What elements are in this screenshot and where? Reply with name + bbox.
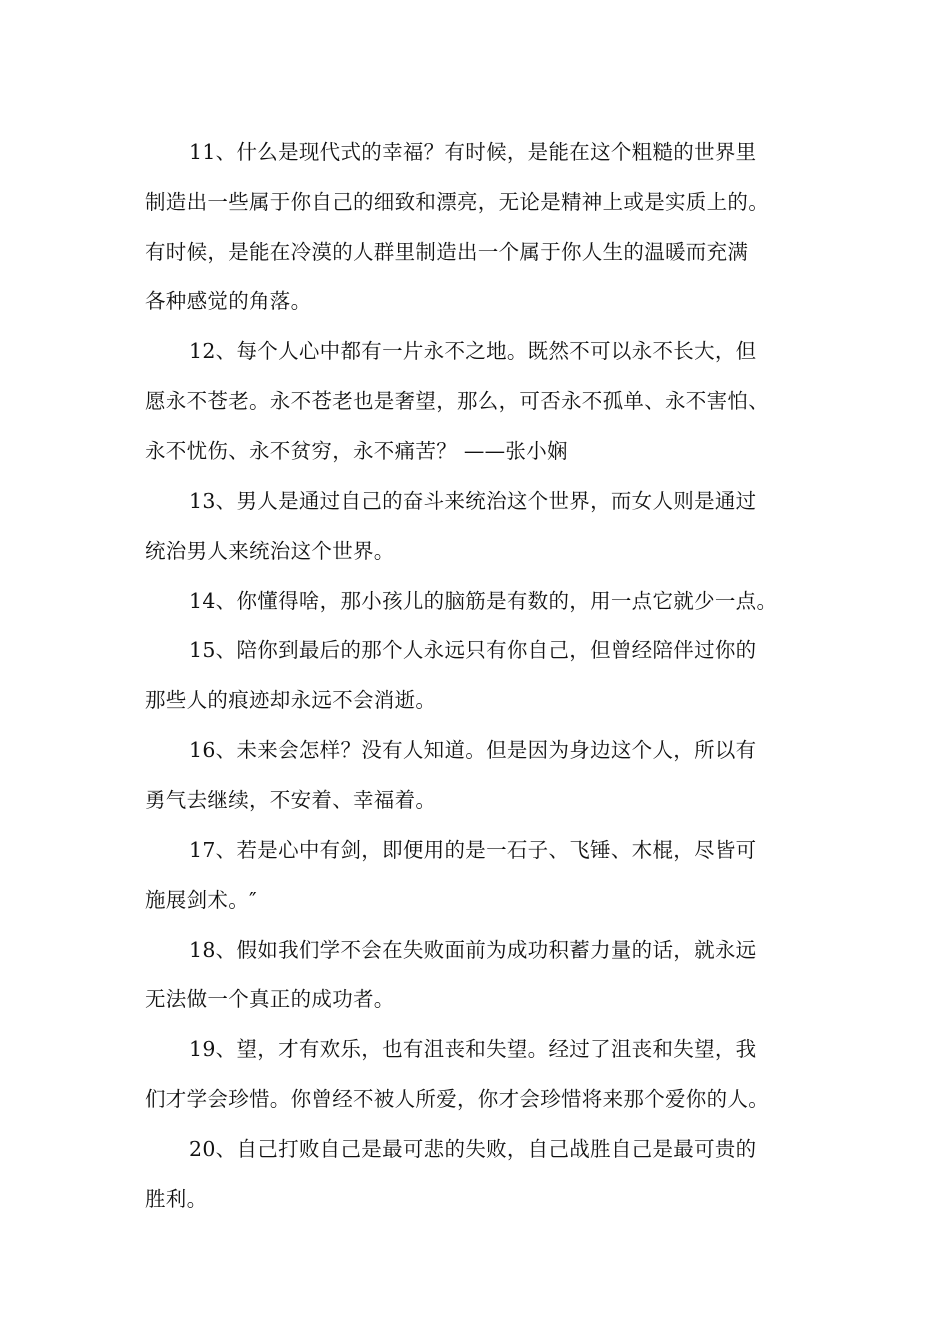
paragraph-17-line-2: 施展剑术。″ (145, 888, 257, 912)
paragraph-11-line-3: 有时候，是能在冷漠的人群里制造出一个属于你人生的温暖而充满 (145, 240, 749, 264)
paragraph-18-line-1: 18、假如我们学不会在失败面前为成功积蓄力量的话，就永远 (189, 938, 757, 962)
paragraph-20-line-2: 胜利。 (145, 1187, 208, 1211)
paragraph-16-line-1: 16、未来会怎样？没有人知道。但是因为身边这个人，所以有 (189, 738, 757, 762)
paragraph-19-line-1: 19、望，才有欢乐，也有沮丧和失望。经过了沮丧和失望，我 (189, 1037, 757, 1061)
paragraph-19-line-2: 们才学会珍惜。你曾经不被人所爱，你才会珍惜将来那个爱你的人。 (145, 1087, 769, 1111)
paragraph-14-line-1: 14、你懂得啥，那小孩儿的脑筋是有数的，用一点它就少一点。 (189, 589, 778, 613)
paragraph-11-line-2: 制造出一些属于你自己的细致和漂亮，无论是精神上或是实质上的。 (145, 190, 769, 214)
paragraph-17-line-1: 17、若是心中有剑，即便用的是一石子、飞锤、木棍，尽皆可 (189, 838, 757, 862)
paragraph-20-line-1: 20、自己打败自己是最可悲的失败，自己战胜自己是最可贵的 (189, 1137, 757, 1161)
paragraph-12-line-1: 12、每个人心中都有一片永不之地。既然不可以永不长大，但 (189, 339, 757, 363)
paragraph-11-line-4: 各种感觉的角落。 (145, 289, 312, 313)
paragraph-18-line-2: 无法做一个真正的成功者。 (145, 987, 395, 1011)
paragraph-11-line-1: 11、什么是现代式的幸福？有时候，是能在这个粗糙的世界里 (189, 140, 757, 164)
paragraph-13-line-2: 统治男人来统治这个世界。 (145, 539, 395, 563)
paragraph-15-line-2: 那些人的痕迹却永远不会消逝。 (145, 688, 437, 712)
paragraph-15-line-1: 15、陪你到最后的那个人永远只有你自己，但曾经陪伴过你的 (189, 638, 757, 662)
paragraph-16-line-2: 勇气去继续，不安着、幸福着。 (145, 788, 437, 812)
paragraph-12-line-3: 永不忧伤、永不贫穷，永不痛苦？ ——张小娴 (145, 439, 568, 463)
paragraph-13-line-1: 13、男人是通过自己的奋斗来统治这个世界，而女人则是通过 (189, 489, 757, 513)
paragraph-12-line-2: 愿永不苍老。永不苍老也是奢望，那么，可否永不孤单、永不害怕、 (145, 389, 769, 413)
